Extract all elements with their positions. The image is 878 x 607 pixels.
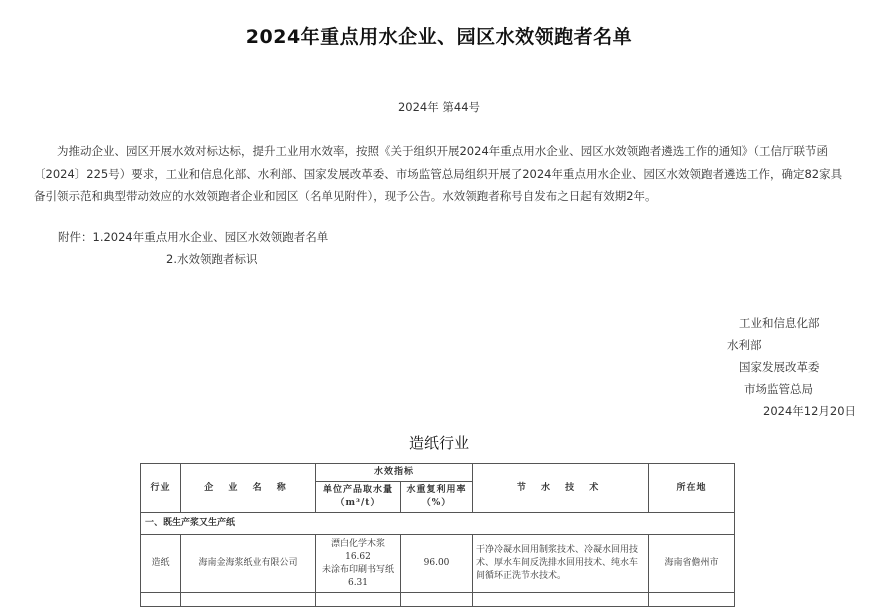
cell-reuse-rate: 96.00: [401, 535, 473, 593]
partial-cell: [649, 593, 735, 607]
header-industry: 行业: [141, 464, 181, 513]
partial-cell: [181, 593, 316, 607]
header-reuse-rate-label: 水重复利用率: [406, 485, 467, 495]
partial-cell: [141, 593, 181, 607]
signatory-samr: 市场监管总局: [744, 382, 813, 396]
header-reuse-rate-unit: （%）: [421, 498, 452, 508]
page-title: 2024年重点用水企业、园区水效领跑者名单: [245, 26, 633, 48]
partial-cell: [316, 593, 401, 607]
header-unit-water-unit: （m³/t）: [335, 498, 381, 508]
unit-water-line: 未涂布印刷书写纸: [321, 564, 394, 575]
unit-water-line: 6.31: [347, 577, 369, 588]
table-row: [141, 535, 735, 593]
header-water-index: 水效指标: [316, 464, 473, 482]
partial-cell: [401, 593, 473, 607]
partial-cell: [473, 593, 649, 607]
cell-industry: 造纸: [141, 535, 181, 593]
unit-water-line: 16.62: [345, 551, 371, 562]
header-reuse-rate: [401, 482, 473, 513]
signatory-miit: 工业和信息化部: [739, 316, 820, 330]
unit-water-line: 漂白化学木浆: [330, 538, 385, 549]
category-row: 一、既生产浆又生产纸: [141, 513, 735, 535]
document-number: 2024年 第44号: [397, 100, 481, 114]
attachment-line-2: 2.水效领跑者标识: [166, 252, 258, 266]
header-unit-water: [316, 482, 401, 513]
signatory-water-ministry: 水利部: [727, 338, 762, 352]
cell-technology: 干净冷凝水回用制浆技术、冷凝水回用技术、厚水车间反洗排水回用技术、纯水车间循环正洗节水技术。: [473, 535, 649, 593]
header-company: 企 业 名 称: [181, 464, 316, 513]
signature-date: 2024年12月20日: [763, 404, 857, 418]
cell-unit-water: [316, 535, 401, 593]
cell-location: 海南省儋州市: [649, 535, 735, 593]
attachment-line-1: 附件：1.2024年重点用水企业、园区水效领跑者名单: [58, 230, 329, 244]
leaders-table: [140, 463, 735, 607]
header-location: 所在地: [649, 464, 735, 513]
section-title: 造纸行业: [408, 434, 469, 452]
cell-company: 海南金海浆纸业有限公司: [181, 535, 316, 593]
signatory-ndrc: 国家发展改革委: [739, 360, 820, 374]
announcement-paragraph: 为推动企业、园区开展水效对标达标，提升工业用水效率，按照《关于组织开展2024年重点用水企业、园区水效领跑者遴选工作的通知》（工信厅联节函〔2024〕225号）要求，工业和信息化部、水利部、国家发展改革委、市场监管总局组织开展了2024年重点用水企业、园区水效领跑者遴选工作，确定82家具备引领示范和典型带动效应的水效领跑者企业和园区（名单见附件），现予公告。水效领跑者称号自发布之日起有效期2年。: [34, 144, 843, 203]
header-unit-water-label: 单位产品取水量: [322, 485, 393, 495]
header-technology: 节 水 技 术: [473, 464, 649, 513]
